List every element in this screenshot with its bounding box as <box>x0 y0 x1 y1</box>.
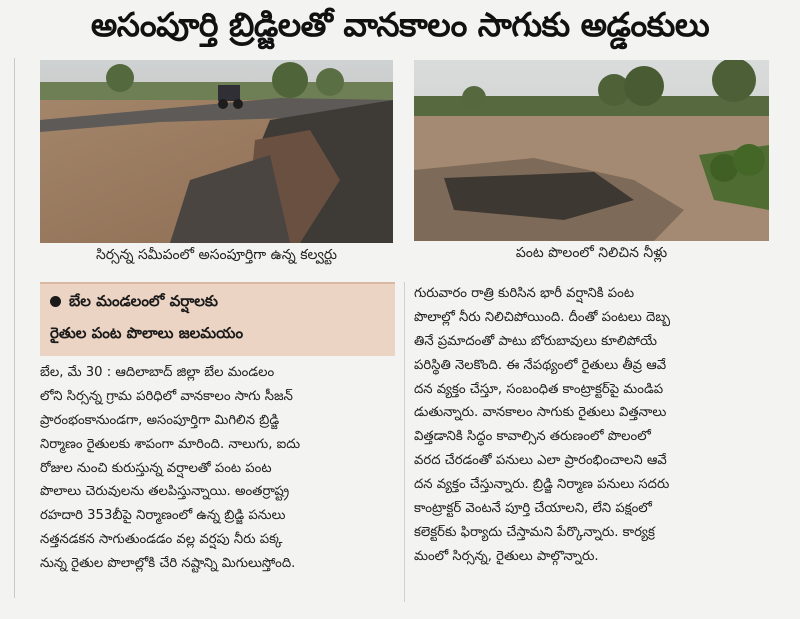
culvert-photo <box>40 60 393 243</box>
article-headline: అసంపూర్తి బ్రిడ్జిలతో వానకాలం సాగుకు అడ్డంకులు <box>90 4 710 44</box>
body-line: పొలాల్లో నీరు నిలిచిపోయింది. దీంతో పంటలు దెబ్బ <box>414 309 671 325</box>
body-line: డుతున్నారు. వానకాలం సాగుకు రైతులు విత్తనాలు <box>414 405 667 421</box>
body-line: నిర్మాణం రైతులకు శాపంగా మారింది. నాలుగు, ఐదు <box>40 436 301 452</box>
body-line: పొలాలు చెరువులను తలపిస్తున్నాయి. అంతర్రాష్ట్ర <box>40 484 290 500</box>
highlight-box <box>40 282 395 356</box>
body-line: కలెక్టర్‌కు ఫిర్యాదు చేస్తామని పేర్కొన్నారు. కార్యక్ర <box>414 524 655 540</box>
highlight-line-2: రైతుల పంట పొలాలు జలమయం <box>50 324 244 342</box>
body-line: ప్రారంభంకానుండగా, అసంపూర్తిగా మిగిలిన బ్రిడ్జి <box>40 412 280 428</box>
culvert-photo-caption: సిర్సన్న సమీపంలో అసంపూర్తిగా ఉన్న కల్వర్టు <box>95 247 338 263</box>
flooded-field-photo <box>414 60 769 241</box>
flooded-field-caption: పంట పొలంలో నిలిచిన నీళ్లు <box>515 245 668 261</box>
body-line: దన వ్యక్తం చేస్తూ, సంబంధిత కాంట్రాక్టర్‌పై మండిప <box>414 381 664 397</box>
body-line: లోని సిర్సన్న గ్రామ పరిధిలో వానకాలం సాగు సీజన్ <box>40 388 293 404</box>
body-line: రహదారి 353బీపై నిర్మాణంలో ఉన్న బ్రిడ్జి పనులు <box>40 508 286 524</box>
highlight-line-1 <box>50 292 218 314</box>
body-line: దన వ్యక్తం చేస్తున్నారు. బ్రిడ్జి నిర్మాణ పనులు సదరు <box>414 477 670 493</box>
body-line: గురువారం రాత్రి కురిసిన భారీ వర్షానికి పంట <box>414 286 635 301</box>
highlight-text-1: బేల మండలంలో వర్షాలకు <box>69 292 218 310</box>
column-divider <box>404 282 405 602</box>
body-line: కాంట్రాక్టర్ వెంటనే పూర్తి చేయాలని, లేని పక్షంలో <box>414 501 652 517</box>
body-line: తినే ప్రమాదంతో పాటు బోరుబావులు కూలిపోయే <box>414 333 657 349</box>
body-line: నత్తనడకన సాగుతుండడం వల్ల వర్షపు నీరు పక్క <box>40 532 283 548</box>
body-line: బేల, మే 30 : ఆదిలాబాద్ జిల్లా బేల మండలం <box>40 365 275 380</box>
page-margin-rule <box>14 58 15 598</box>
body-line: విత్తడానికి సిద్ధం కావాల్సిన తరుణంలో పొలంలో <box>414 429 651 445</box>
article-body-left-column <box>40 361 396 576</box>
body-line: పరిస్థితి నెలకొంది. ఈ నేపథ్యంలో రైతులు తీవ్ర ఆవే <box>414 357 667 373</box>
bullet-icon <box>50 296 61 307</box>
article-body-right-column <box>414 282 774 569</box>
body-line: వరద చేరడంతో పనులు ఎలా ప్రారంభించాలని ఆవే <box>414 453 667 469</box>
body-line: నున్న రైతుల పొలాల్లోకి చేరి నష్టాన్ని మిగులుస్తోంది. <box>40 556 296 572</box>
body-line: మంలో సిర్సన్న, రైతులు పాల్గొన్నారు. <box>414 548 599 564</box>
body-line: రోజుల నుంచి కురుస్తున్న వర్షాలతో పంట పంట <box>40 460 272 476</box>
